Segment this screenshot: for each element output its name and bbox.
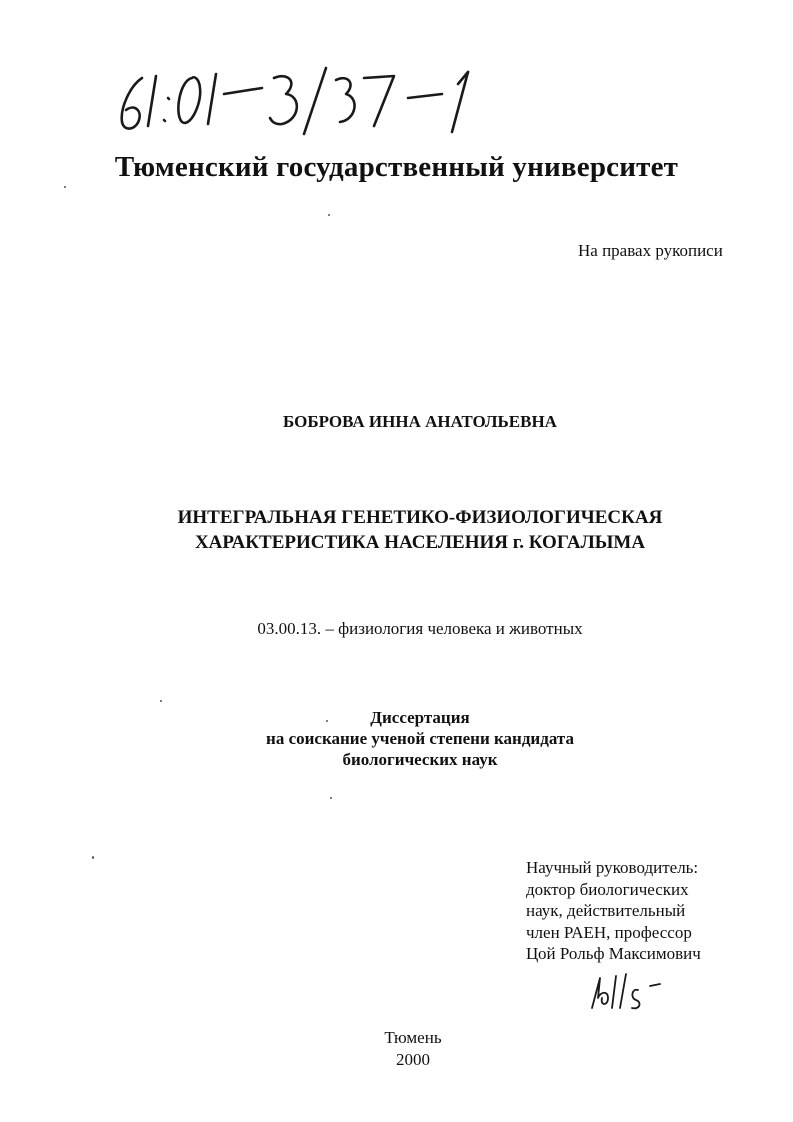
handwritten-signature (586, 968, 676, 1018)
supervisor-line-4: член РАЕН, профессор (526, 922, 692, 942)
author-name: БОБРОВА ИННА АНАТОЛЬЕВНА (283, 412, 557, 431)
scan-speck (328, 214, 330, 216)
signature-drawing (586, 968, 676, 1018)
scan-speck (326, 720, 328, 722)
scientific-supervisor-block (526, 857, 701, 965)
manuscript-rights-note: На правах рукописи (578, 241, 723, 260)
handwritten-catalog-number (112, 64, 512, 144)
supervisor-line-1: Научный руководитель: (526, 858, 699, 877)
city: Тюмень (384, 1028, 442, 1047)
dissertation-line-1: Диссертация (370, 708, 470, 727)
title-line-1: ИНТЕГРАЛЬНАЯ ГЕНЕТИКО-ФИЗИОЛОГИЧЕСКАЯ (177, 507, 663, 528)
specialty-code: 03.00.13. – физиология человека и животных (257, 619, 583, 638)
scan-speck (330, 797, 332, 799)
scan-speck (160, 700, 162, 702)
scan-speck (92, 856, 94, 859)
dissertation-line-3: биологических наук (342, 750, 498, 769)
dissertation-title (0, 505, 793, 555)
place-and-year (0, 1027, 793, 1071)
dissertation-line-2: на соискание ученой степени кандидата (266, 729, 574, 748)
supervisor-line-5: Цой Рольф Максимович (526, 944, 701, 963)
supervisor-line-3: наук, действительный (526, 901, 686, 920)
year: 2000 (396, 1050, 430, 1069)
university-name: Тюменский государственный университет (114, 151, 679, 183)
supervisor-line-2: доктор биологических (526, 879, 689, 899)
handwritten-code-drawing (112, 64, 512, 144)
dissertation-type (0, 707, 793, 770)
scan-speck (64, 186, 66, 188)
title-line-2: ХАРАКТЕРИСТИКА НАСЕЛЕНИЯ г. КОГАЛЫМА (194, 532, 646, 553)
